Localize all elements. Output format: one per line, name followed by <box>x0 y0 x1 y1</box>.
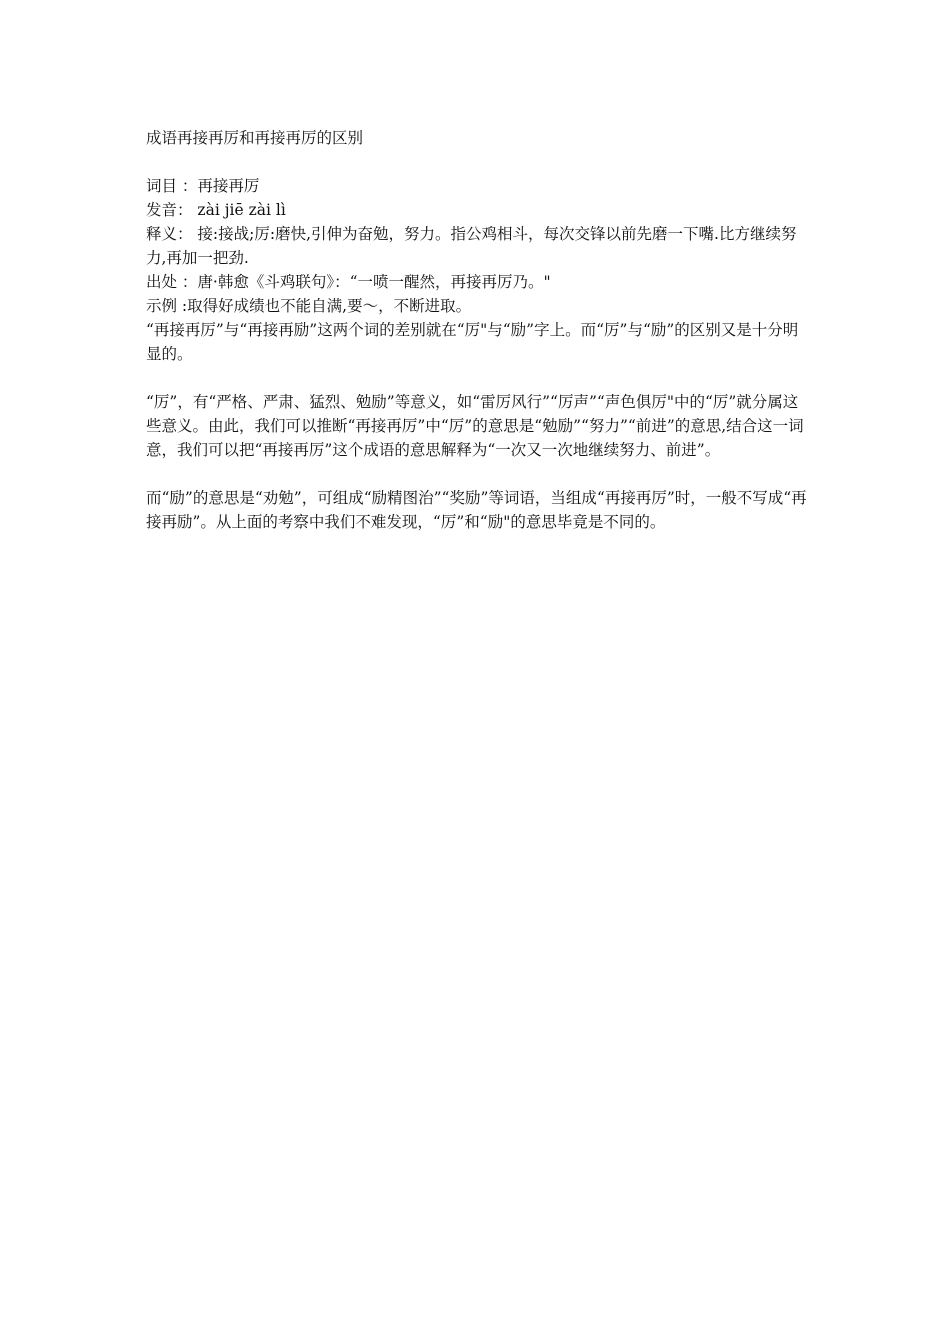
document-title: 成语再接再厉和再接再厉的区别 <box>146 129 364 147</box>
entry-example: 示例 :取得好成绩也不能自满,要～，不断进取。 <box>146 297 472 315</box>
paragraph-gap <box>146 462 812 486</box>
paragraph-li-meaning: “厉”，有“严格、严肃、猛烈、勉励”等意义，如“雷厉风行”“厉声”“声色俱厉"中的“厉”就分属这些意义。由此，我们可以推断“再接再厉”中“厉”的意思是“勉励”“努力”“前进”的意思,结合这一词意，我们可以把“再接再厉”这个成语的意思解释为“一次又一次地继续努力、前进”。 <box>146 393 804 459</box>
paragraph-gap <box>146 366 812 390</box>
entry-meaning: 释义： 接:接战;厉:磨快,引伸为奋勉，努力。指公鸡相斗，每次交锋以前先磨一下嘴.比方继续努力,再加一把劲. <box>146 225 797 267</box>
document-content <box>146 126 812 534</box>
entry-term: 词目 ：再接再厉 <box>146 177 260 195</box>
entry-difference: “再接再厉”与“再接再励”这两个词的差别就在“厉"与“励”字上。而“厉”与“励”的区别又是十分明显的。 <box>146 321 799 363</box>
entry-pronunciation: 发音： zài jiē zài lì <box>146 201 286 219</box>
entry-source: 出处 ：唐·韩愈《斗鸡联句》：“一喷一醒然，再接再厉乃。" <box>146 273 551 291</box>
paragraph-li-comparison: 而“励”的意思是“劝勉”，可组成“励精图治”“奖励”等词语，当组成“再接再厉”时，一般不写成“再接再励”。从上面的考察中我们不难发现，“厉”和“励"的意思毕竟是不同的。 <box>146 489 807 531</box>
